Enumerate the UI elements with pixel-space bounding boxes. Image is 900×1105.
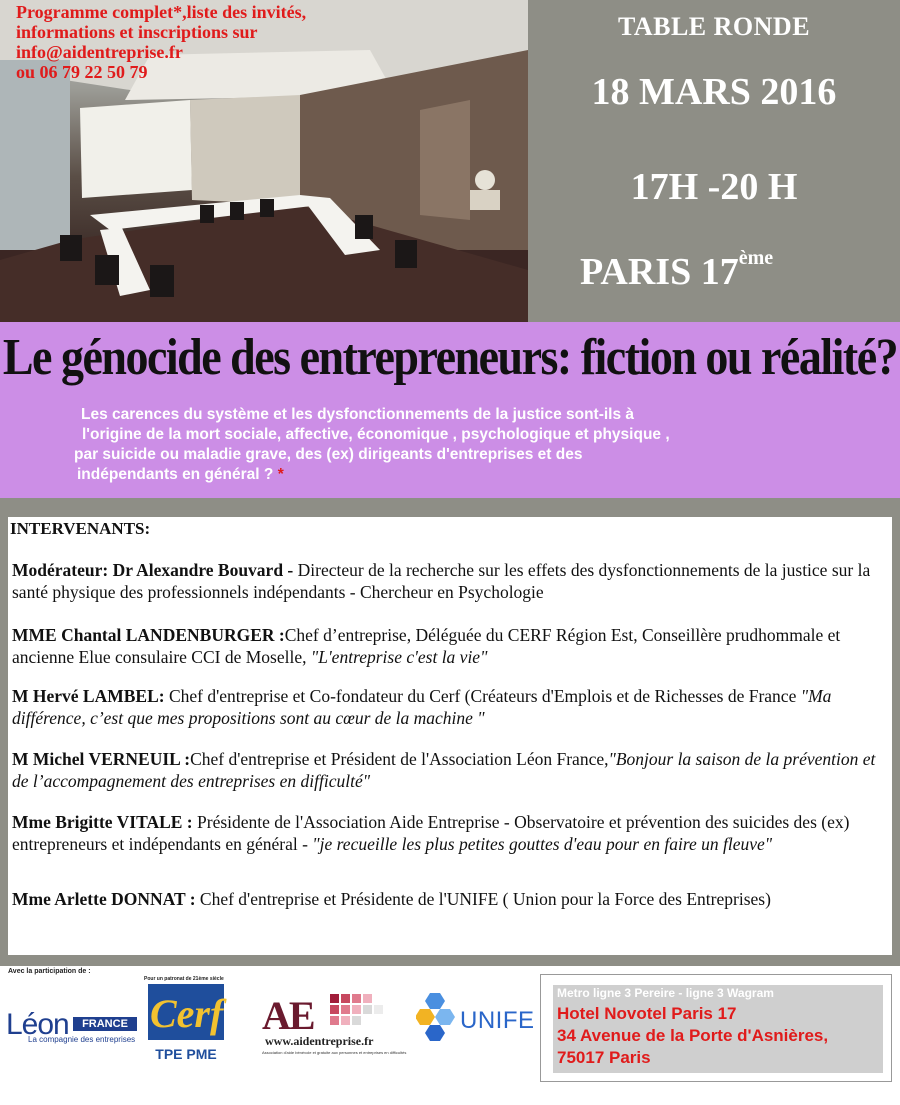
footnote-star: * [277, 466, 284, 483]
speaker-description: Chef d'entreprise et Co-fondateur du Cerf (Créateurs d'Emplois et de Richesses de France [168, 686, 801, 706]
speakers-heading: INTERVENANTS: [10, 519, 151, 538]
cerf-tagline: Pour un patronat de 21ème siècle [144, 976, 224, 982]
speaker-description: Présidente de l'Association Aide Entreprise - Observatoire et prévention des suicides des (ex) entrepreneurs et indépendants en général - [12, 812, 850, 854]
subtitle-line: Les carences du système et les dysfonctionnements de la justice sont-ils à [81, 406, 635, 423]
event-date: 18 MARS 2016 [591, 71, 837, 113]
subtitle-line-text: indépendants en général ? [77, 466, 278, 483]
speaker-entry [12, 748, 892, 792]
venue-line: 75017 Paris [557, 1048, 651, 1067]
aide-entreprise-url[interactable]: www.aidentreprise.fr [265, 1034, 374, 1048]
participation-label: Avec la participation de : [8, 968, 91, 975]
speaker-description: Chef d'entreprise et Président de l'Association Léon France, [190, 749, 609, 769]
subtitle-line [77, 465, 801, 485]
speaker-description: Directeur de la recherche sur les effets des dysfonctionnements de la justice sur la santé physique des professionnels indépendants - Chercheur en Psychologie [12, 560, 871, 602]
venue-line: 34 Avenue de la Porte d'Asnières, [557, 1026, 829, 1045]
subtitle [74, 405, 801, 485]
event-time: 17H -20 H [630, 166, 798, 208]
speaker-entry [12, 811, 892, 855]
speaker-quote: "L'entreprise c'est la vie" [310, 647, 488, 667]
leon-france-logo: Léon [6, 1008, 69, 1041]
unife-hexagon-icon [416, 991, 460, 1043]
venue-metro: Metro ligne 3 Pereire - ligne 3 Wagram [557, 986, 774, 1000]
speaker-name: M Michel VERNEUIL : [12, 749, 191, 769]
contact-phone[interactable]: ou 06 79 22 50 79 [16, 62, 148, 82]
speaker-name: Modérateur: Dr Alexandre Bouvard - [12, 560, 298, 580]
contact-info [16, 2, 416, 82]
event-place-city: PARIS 17 [580, 251, 739, 293]
cerf-logo-word: Cerf [150, 991, 224, 1036]
speaker-description: Chef d'entreprise et Présidente de l'UNIFE ( Union pour la Force des Entreprises) [199, 889, 771, 909]
speaker-name: Mme Brigitte VITALE : [12, 812, 198, 832]
unife-logo: UNIFE [460, 1007, 535, 1034]
speaker-name: Mme Arlette DONNAT : [12, 889, 200, 909]
subtitle-line: l'origine de la mort sociale, affective, économique , psychologique et physique , [82, 426, 670, 443]
speaker-entry [12, 624, 892, 668]
speaker-name: MME Chantal LANDENBURGER : [12, 625, 285, 645]
speaker-entry [12, 888, 892, 910]
aide-entreprise-tagline: Association d'aide bénévole et gratuite aux personnes et entreprises en difficultés [262, 1050, 407, 1055]
speaker-description: Chef d’entreprise, Déléguée du CERF Région Est, Conseillère prudhommale et ancienne Elue consulaire CCI de Moselle, [12, 625, 841, 667]
aide-entreprise-grid-icon [330, 994, 386, 1028]
subtitle-line: par suicide ou maladie grave, des (ex) dirigeants d'entreprises et des [74, 446, 583, 463]
aide-entreprise-logo: AE [262, 993, 314, 1038]
contact-line: Programme complet*,liste des invités, [16, 2, 307, 22]
speaker-quote: "Ma différence, c’est que mes propositions sont au cœur de la machine " [12, 686, 832, 728]
event-info-panel [528, 0, 900, 322]
event-place [580, 247, 774, 294]
page-title: Le génocide des entrepreneurs: fiction ou réalité? [2, 328, 898, 386]
leon-france-tagline: La compagnie des entreprises [28, 1035, 136, 1044]
contact-email[interactable]: info@aidentreprise.fr [16, 42, 183, 62]
event-place-suffix: ème [738, 247, 774, 270]
speaker-quote: "Bonjour la saison de la prévention et de l’accompagnement des entreprises en difficulté" [12, 749, 876, 791]
speaker-entry [12, 559, 892, 603]
speaker-entry [12, 685, 892, 729]
contact-line: informations et inscriptions sur [16, 22, 258, 42]
speaker-quote: "je recueille les plus petites gouttes d'eau pour en faire un fleuve" [312, 834, 773, 854]
leon-france-badge: FRANCE [73, 1017, 137, 1031]
venue-line: Hotel Novotel Paris 17 [557, 1004, 737, 1023]
speaker-name: M Hervé LAMBEL: [12, 686, 169, 706]
event-type: TABLE RONDE [617, 12, 811, 41]
cerf-logo-subtitle: TPE PME [155, 1046, 217, 1062]
